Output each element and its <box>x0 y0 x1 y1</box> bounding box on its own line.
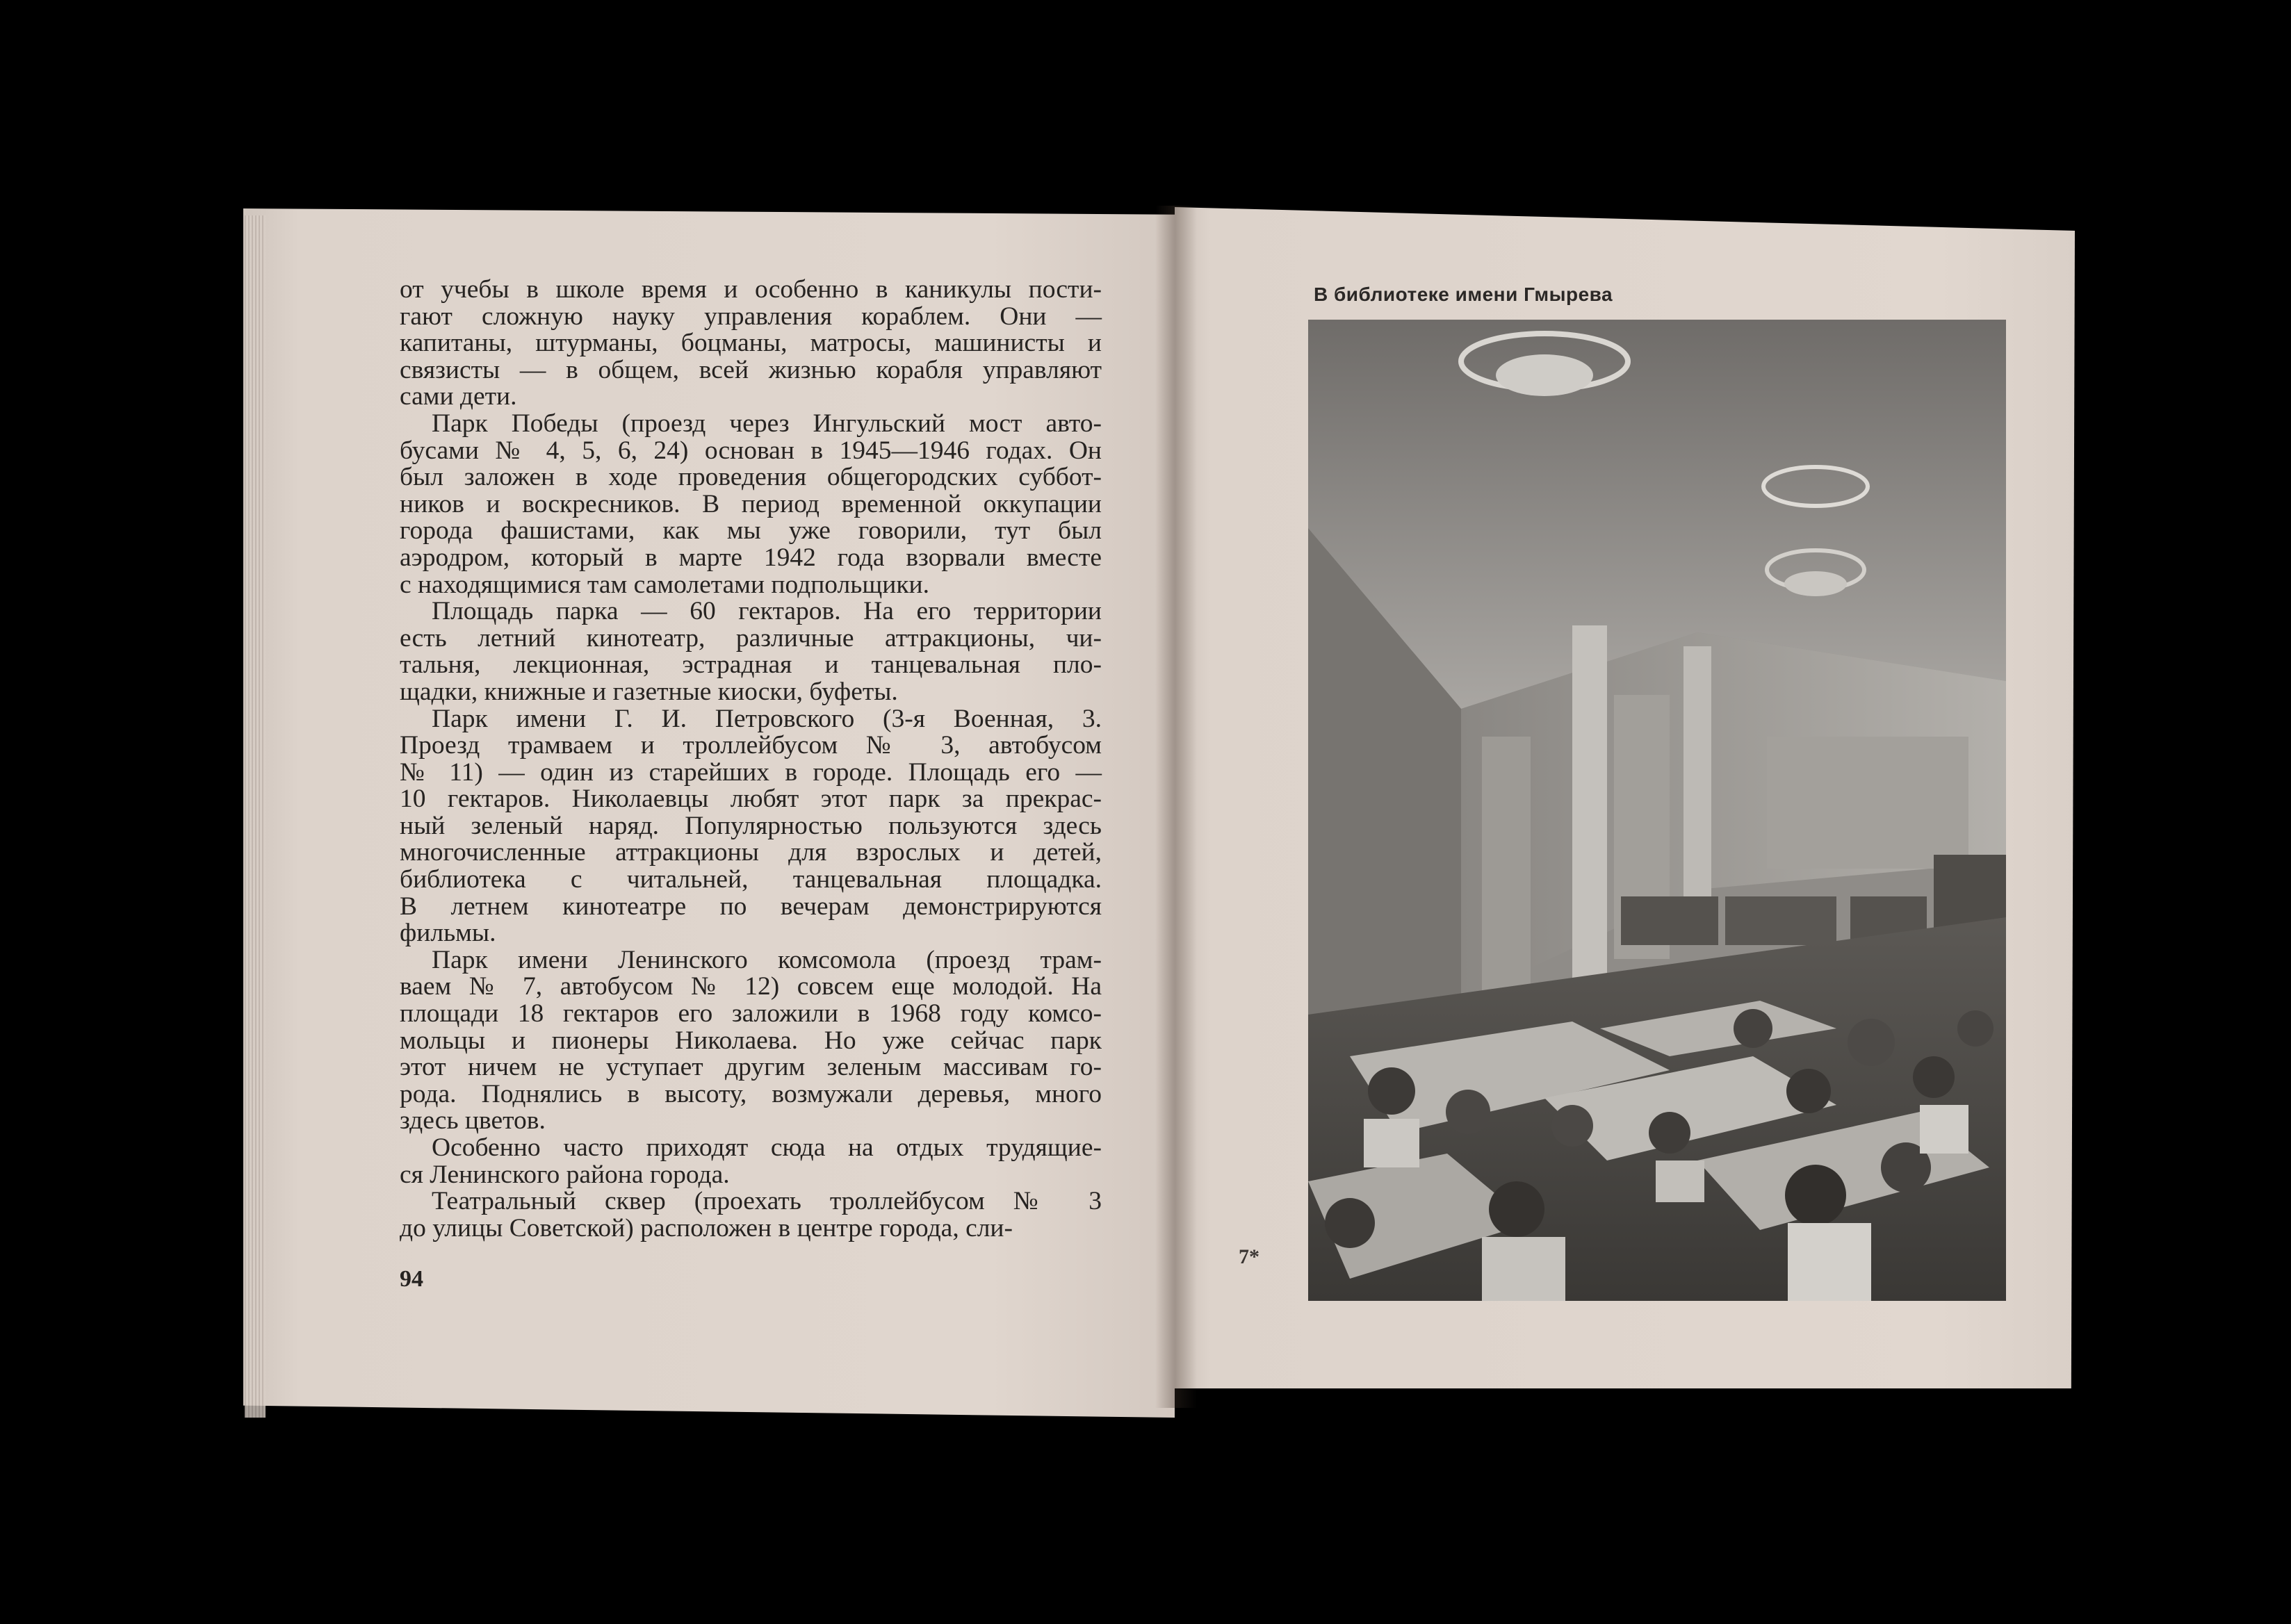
page-number-left: 94 <box>400 1266 423 1292</box>
text-line: многочисленные аттракционы для взрослых и детей, <box>400 838 1102 867</box>
text-line: Площадь парка — 60 гектаров. На его территории <box>432 597 1102 626</box>
text-line: бусами № 4, 5, 6, 24) основан в 1945—1946 годах. Он <box>400 436 1102 465</box>
text-line: ный зеленый наряд. Популярностью пользуются здесь <box>400 811 1102 840</box>
text-line: от учебы в школе время и особенно в каникулы пости- <box>400 275 1102 304</box>
text-line: площади 18 гектаров его заложили в 1968 году комсо- <box>400 999 1102 1028</box>
text-line: этот ничем не уступает другим зеленым массивам го- <box>400 1053 1102 1082</box>
text-line: до улицы Советской) расположен в центре города, сли- <box>400 1213 1013 1242</box>
text-line: 10 гектаров. Николаевцы любят этот парк за прекрас- <box>400 785 1102 814</box>
text-line: сами дети. <box>400 382 517 411</box>
body-paragraph <box>400 947 1102 1135</box>
photo-caption: В библиотеке имени Гмырева <box>1314 284 1613 305</box>
text-line: тальня, лекционная, эстрадная и танцевальная пло- <box>400 650 1102 680</box>
text-line: связисты — в общем, всей жизнью корабля управляют <box>400 355 1102 384</box>
reading-room-photo <box>1308 320 2006 1301</box>
text-line: с находящимися там самолетами подпольщики. <box>400 570 929 599</box>
text-line: библиотека с читальней, танцевальная площадка. <box>400 865 1102 894</box>
text-line: ников и воскресников. В период временной оккупации <box>400 489 1102 518</box>
text-line: города фашистами, как мы уже говорили, тут был <box>400 516 1102 546</box>
text-line: есть летний кинотеатр, различные аттракционы, чи- <box>400 623 1102 653</box>
text-line: мольцы и пионеры Николаева. Но уже сейчас парк <box>400 1026 1102 1055</box>
body-paragraph <box>400 598 1102 705</box>
text-line: Парк имени Г. И. Петровского (3-я Военная, 3. <box>432 704 1102 733</box>
body-paragraph <box>400 1188 1102 1242</box>
body-paragraph <box>400 411 1102 598</box>
text-line: был заложен в ходе проведения общегородских суббот- <box>400 463 1102 492</box>
text-line: В летнем кинотеатре по вечерам демонстрируются <box>400 892 1102 921</box>
text-line: фильмы. <box>400 919 496 948</box>
body-text <box>400 277 1102 1242</box>
text-line: Парк Победы (проезд через Ингульский мост авто- <box>432 409 1102 438</box>
text-line: Парк имени Ленинского комсомола (проезд трам- <box>432 945 1102 974</box>
text-line: Театральный сквер (проехать троллейбусом № 3 <box>432 1187 1102 1216</box>
text-line: щадки, книжные и газетные киоски, буфеты. <box>400 677 898 706</box>
text-line: Особенно часто приходят сюда на отдых трудящие- <box>432 1133 1102 1162</box>
body-paragraph <box>400 706 1102 947</box>
page-number-right: 7* <box>1239 1245 1259 1268</box>
text-line: Проезд трамваем и троллейбусом № 3, автобусом <box>400 731 1102 760</box>
body-paragraph <box>400 277 1102 411</box>
text-line: ся Ленинского района города. <box>400 1160 730 1189</box>
text-line: гают сложную науку управления кораблем. Они — <box>400 302 1102 331</box>
gutter-shadow <box>1155 206 1197 1408</box>
text-line: № 11) — один из старейших в городе. Площадь его — <box>400 757 1102 787</box>
text-line: ваем № 7, автобусом № 12) совсем еще молодой. На <box>400 972 1102 1001</box>
text-line: здесь цветов. <box>400 1106 546 1135</box>
left-page-edges <box>245 215 266 1418</box>
text-line: рода. Поднялись в высоту, возмужали деревья, много <box>400 1079 1102 1108</box>
body-paragraph <box>400 1135 1102 1188</box>
text-line: аэродром, который в марте 1942 года взорвали вместе <box>400 543 1102 572</box>
text-line: капитаны, штурманы, боцманы, матросы, машинисты и <box>400 329 1102 358</box>
